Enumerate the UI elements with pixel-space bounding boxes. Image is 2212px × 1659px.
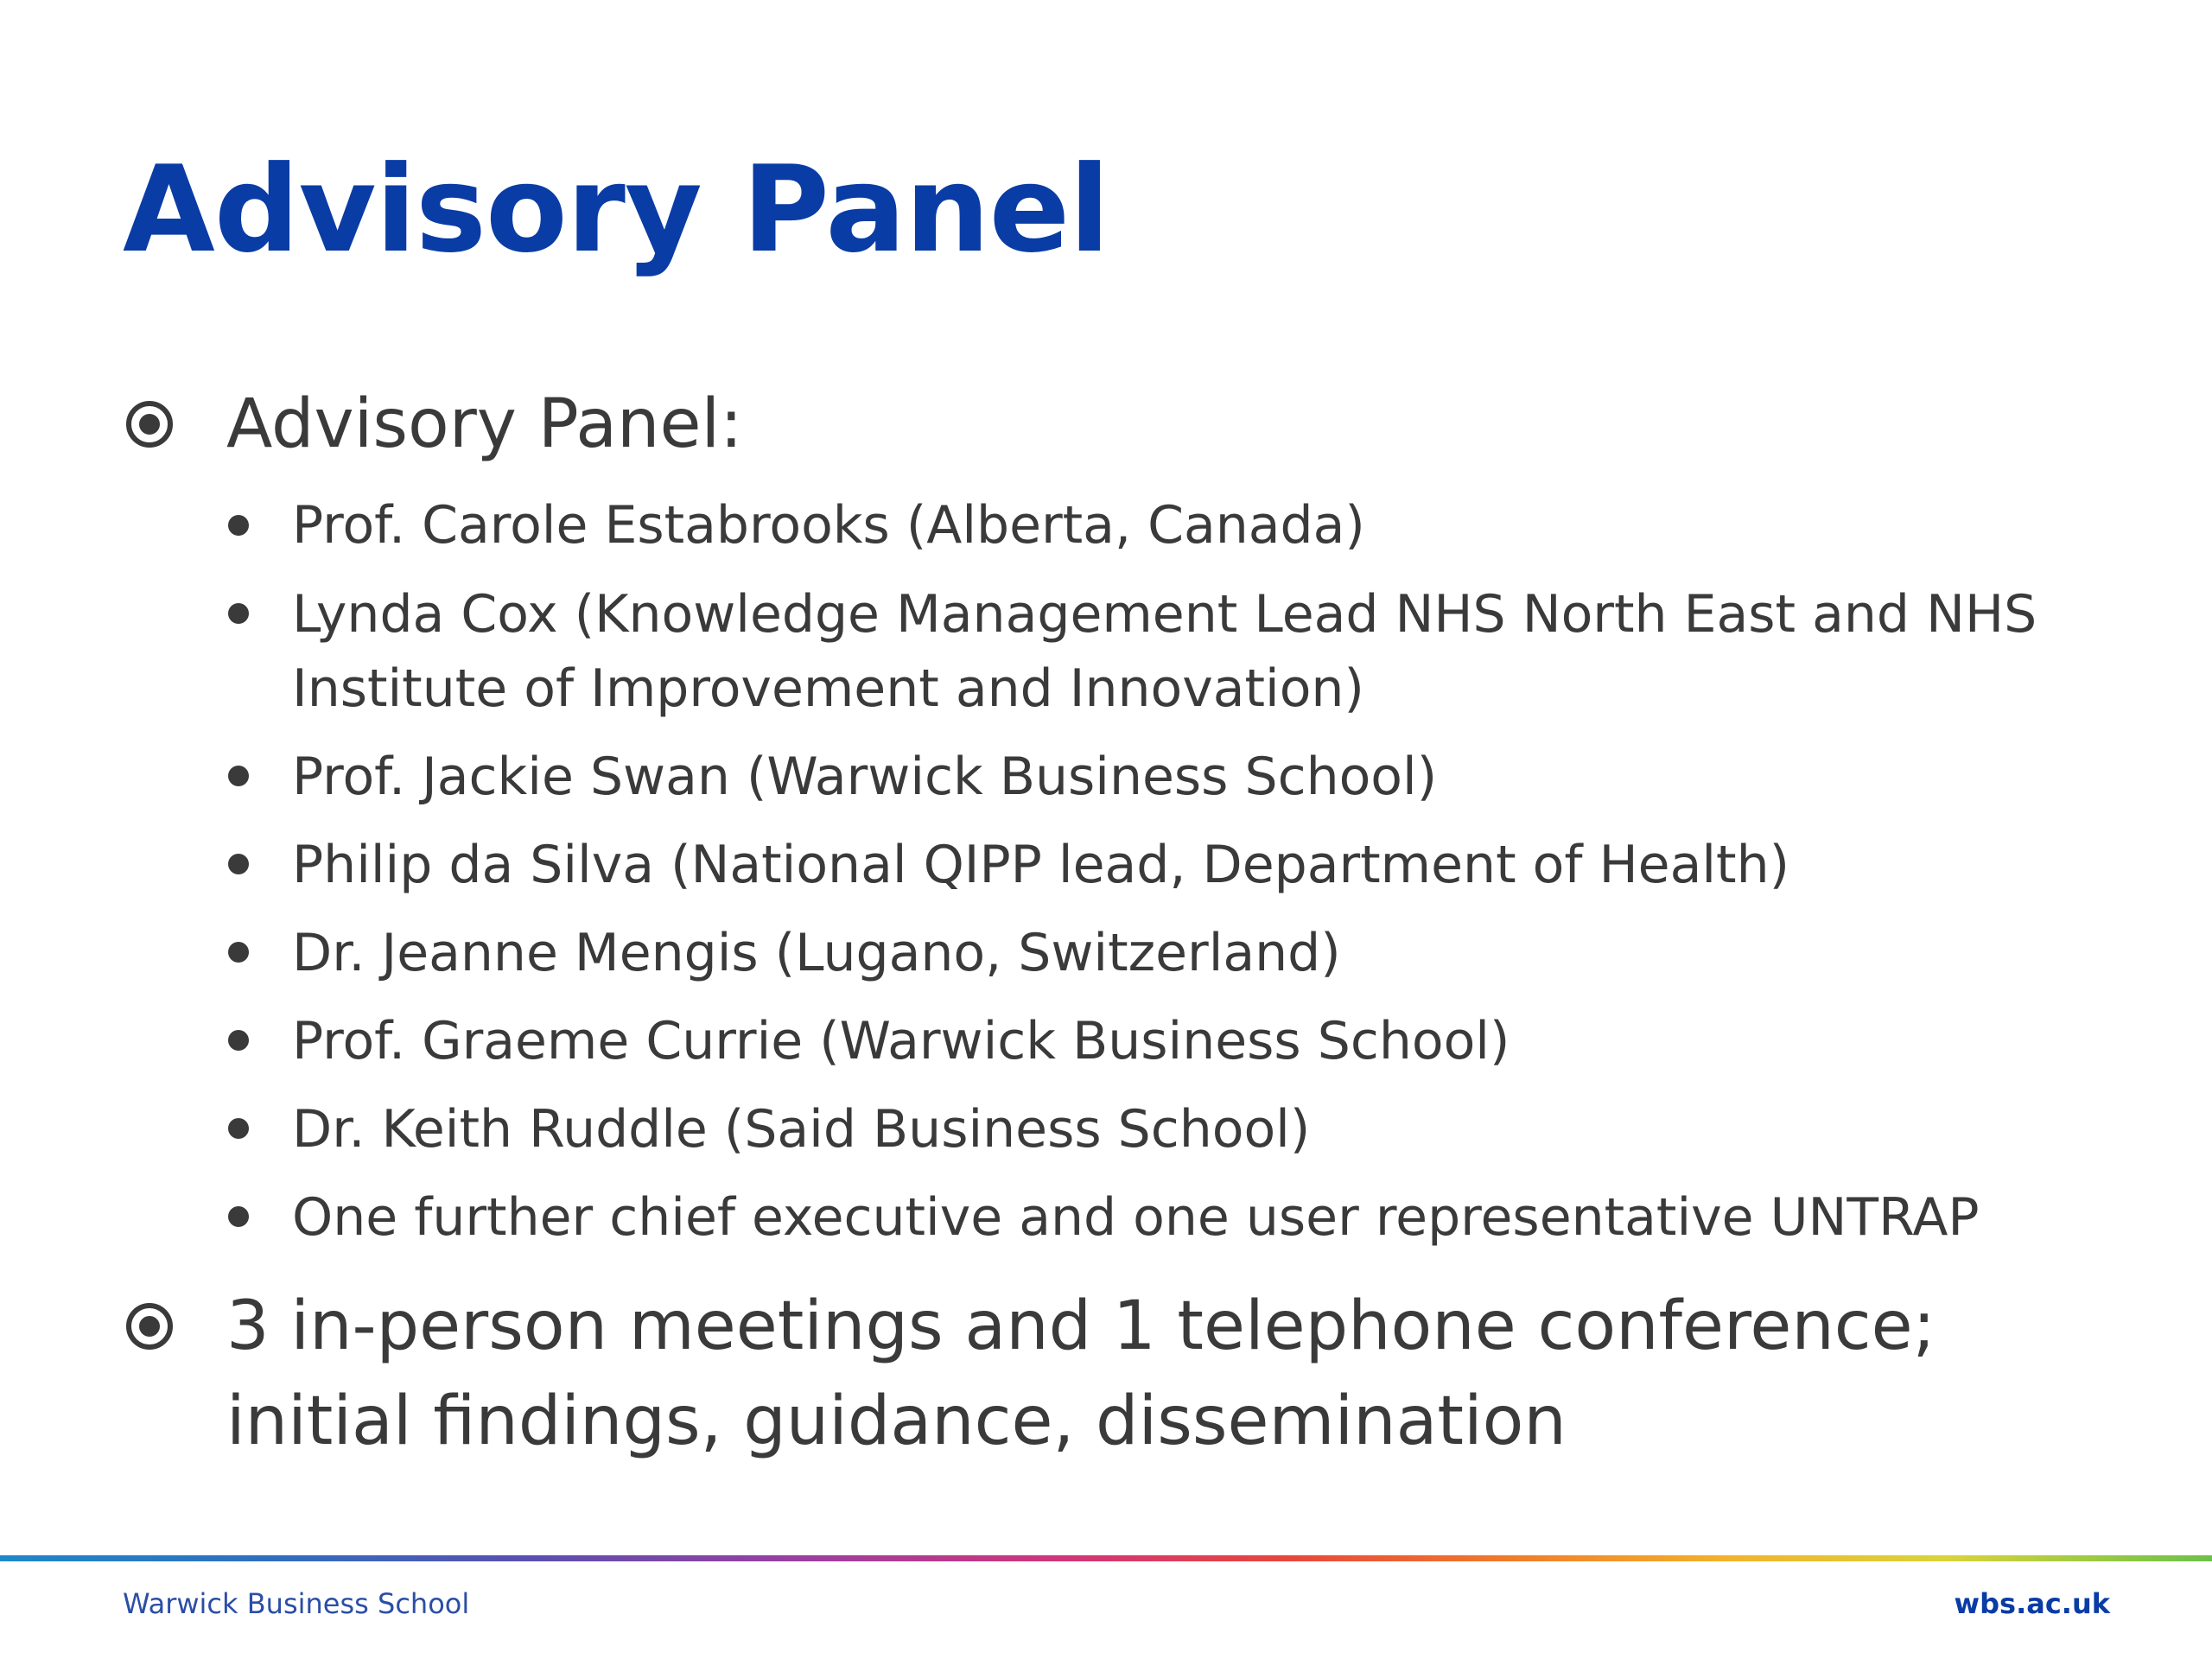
round-bullet-icon: [228, 854, 249, 874]
sub-bullet-item: Prof. Carole Estabrooks (Alberta, Canada): [292, 495, 1365, 556]
sub-bullet-item: Philip da Silva (National QIPP lead, Department of Health): [292, 835, 1789, 895]
round-bullet-icon: [228, 515, 249, 536]
sub-bullet-item: Dr. Keith Ruddle (Said Business School): [292, 1099, 1311, 1160]
round-bullet-icon: [228, 766, 249, 786]
sub-bullet-item: Prof. Graeme Currie (Warwick Business School): [292, 1011, 1510, 1071]
slide-title: Advisory Panel: [123, 140, 1109, 279]
round-bullet-icon: [228, 1030, 249, 1051]
sub-bullet-item: Prof. Jackie Swan (Warwick Business School): [292, 747, 1438, 807]
circled-dot-icon: [126, 1303, 173, 1350]
footer-website: wbs.ac.uk: [1954, 1587, 2110, 1620]
sub-bullet-item: Dr. Jeanne Mengis (Lugano, Switzerland): [292, 923, 1341, 983]
circled-dot-icon: [126, 401, 173, 448]
bullet-item-meetings: 3 in-person meetings and 1 telephone conference; initial findings, guidance, dissemination: [226, 1287, 1936, 1460]
round-bullet-icon: [228, 942, 249, 963]
bullet-item-advisory-panel: Advisory Panel:: [226, 385, 743, 463]
footer-school-name: Warwick Business School: [123, 1587, 470, 1620]
round-bullet-icon: [228, 1206, 249, 1227]
sub-bullet-item: Lynda Cox (Knowledge Management Lead NHS North East and NHS Institute of Improvement and Innovation): [292, 584, 2037, 719]
footer-rainbow-divider: [0, 1555, 2212, 1561]
round-bullet-icon: [228, 603, 249, 624]
sub-bullet-item: One further chief executive and one user representative UNTRAP: [292, 1187, 1980, 1248]
round-bullet-icon: [228, 1118, 249, 1139]
